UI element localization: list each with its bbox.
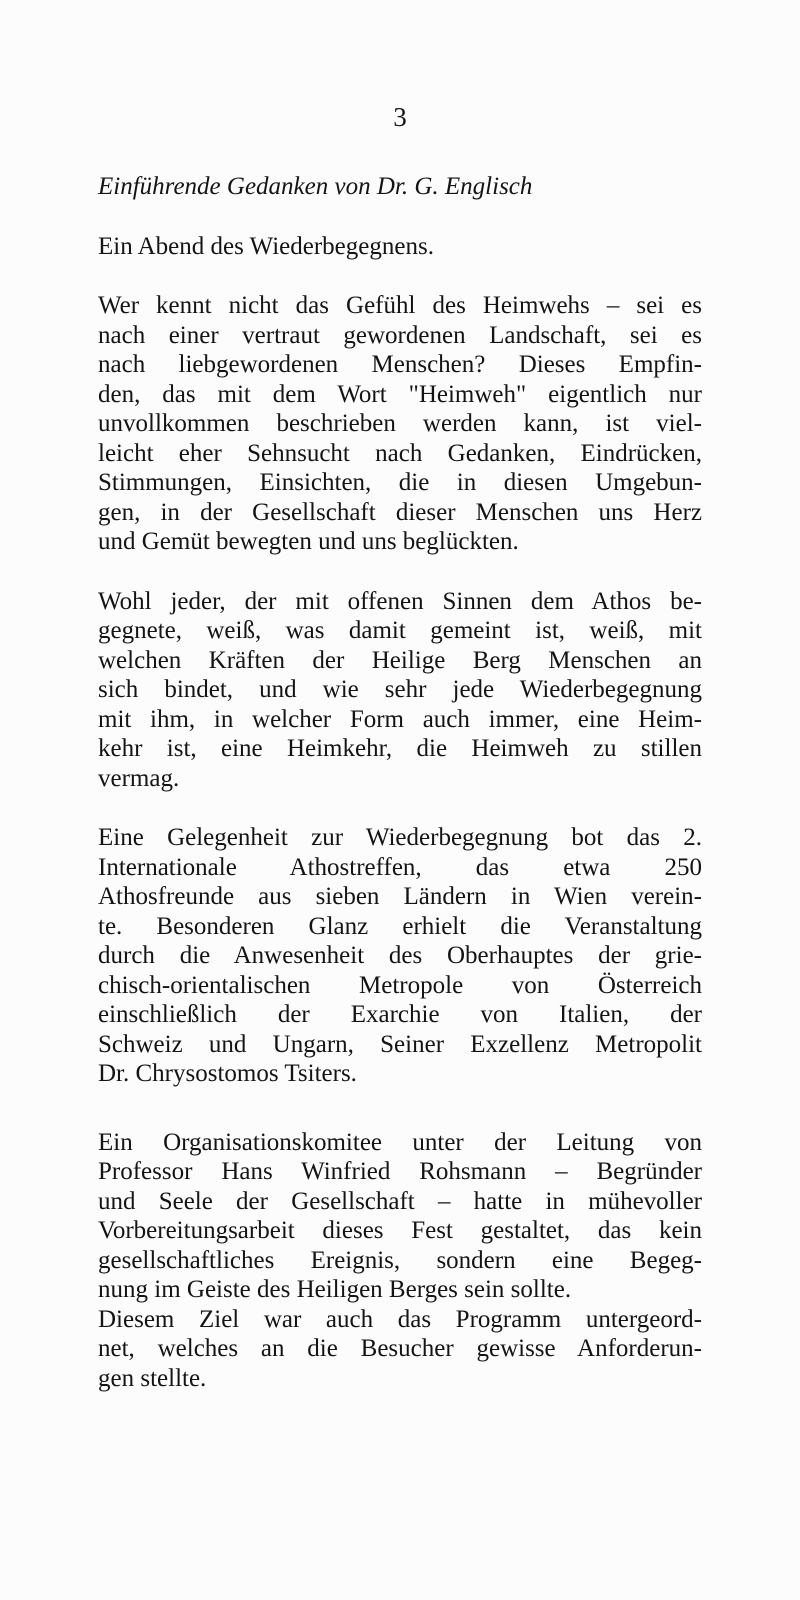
text-line: den, das mit dem Wort "Heimweh" eigentlich nur: [98, 380, 702, 408]
text-line: Ein Organisationskomitee unter der Leitung von: [98, 1128, 702, 1156]
text-line: kehr ist, eine Heimkehr, die Heimweh zu stillen: [98, 735, 702, 762]
text-line: gesellschaftliches Ereignis, sondern eine Begeg-: [98, 1246, 702, 1274]
page-number: 3: [393, 102, 407, 132]
text-line: Wer kennt nicht das Gefühl des Heimwehs – sei es: [98, 292, 702, 319]
text-line: Internationale Athostreffen, das etwa 250: [98, 853, 702, 881]
text-line: Schweiz und Ungarn, Seiner Exzellenz Metropolit: [98, 1030, 702, 1058]
text-line: Diesem Ziel war auch das Programm untergeord-: [98, 1305, 702, 1333]
paragraph: [98, 1305, 702, 1394]
text-line: Eine Gelegenheit zur Wiederbegegnung bot das 2.: [98, 824, 702, 851]
paragraph: [98, 587, 702, 794]
text-line: nach liebgewordenen Menschen? Dieses Empfin-: [98, 351, 702, 378]
paragraphs: [98, 232, 702, 1394]
text-line: Vorbereitungsarbeit dieses Fest gestaltet, das kein: [98, 1217, 702, 1244]
paragraph: [98, 823, 702, 1089]
paragraph: [98, 291, 702, 557]
text-line: mit ihm, in welcher Form auch immer, eine Heim-: [98, 705, 702, 733]
text-line: gegnete, weiß, was damit gemeint ist, weiß, mit: [98, 617, 702, 644]
text-line: Professor Hans Winfried Rohsmann – Begründer: [98, 1158, 702, 1185]
text-line: leicht eher Sehnsucht nach Gedanken, Eindrücken,: [98, 439, 702, 467]
text-line: unvollkommen beschrieben werden kann, ist viel-: [98, 410, 702, 437]
text-line: Athosfreunde aus sieben Ländern in Wien verein-: [98, 883, 702, 910]
text-line: nach einer vertraut gewordenen Landschaft, sei es: [98, 321, 702, 349]
text-line: und Seele der Gesellschaft – hatte in mühevoller: [98, 1187, 702, 1215]
text-line: gen stellte.: [98, 1364, 207, 1392]
paragraph: [98, 1128, 702, 1305]
text-line: welchen Kräften der Heilige Berg Menschen an: [98, 646, 702, 674]
section-heading: Einführende Gedanken von Dr. G. Englisch: [98, 173, 533, 200]
text-line: Stimmungen, Einsichten, die in diesen Umgebun-: [98, 469, 702, 496]
text-line: Wohl jeder, der mit offenen Sinnen dem Athos be-: [98, 587, 702, 615]
text-line: Dr. Chrysostomos Tsiters.: [98, 1060, 357, 1087]
text-line: durch die Anwesenheit des Oberhauptes der grie-: [98, 942, 702, 969]
text-line: gen, in der Gesellschaft dieser Menschen uns Herz: [98, 498, 702, 526]
page-content: [98, 172, 702, 1393]
paragraph: [98, 232, 702, 262]
text-line: vermag.: [98, 764, 180, 792]
text-line: einschließlich der Exarchie von Italien, der: [98, 1001, 702, 1028]
text-line: chisch-orientalischen Metropole von Österreich: [98, 971, 702, 999]
text-line: Ein Abend des Wiederbegegnens.: [98, 232, 434, 260]
text-line: und Gemüt bewegten und uns beglückten.: [98, 528, 519, 555]
text-line: te. Besonderen Glanz erhielt die Veranstaltung: [98, 912, 702, 940]
text-line: nung im Geiste des Heiligen Berges sein sollte.: [98, 1276, 572, 1303]
text-line: sich bindet, und wie sehr jede Wiederbegegnung: [98, 676, 702, 703]
text-line: net, welches an die Besucher gewisse Anforderun-: [98, 1335, 702, 1362]
